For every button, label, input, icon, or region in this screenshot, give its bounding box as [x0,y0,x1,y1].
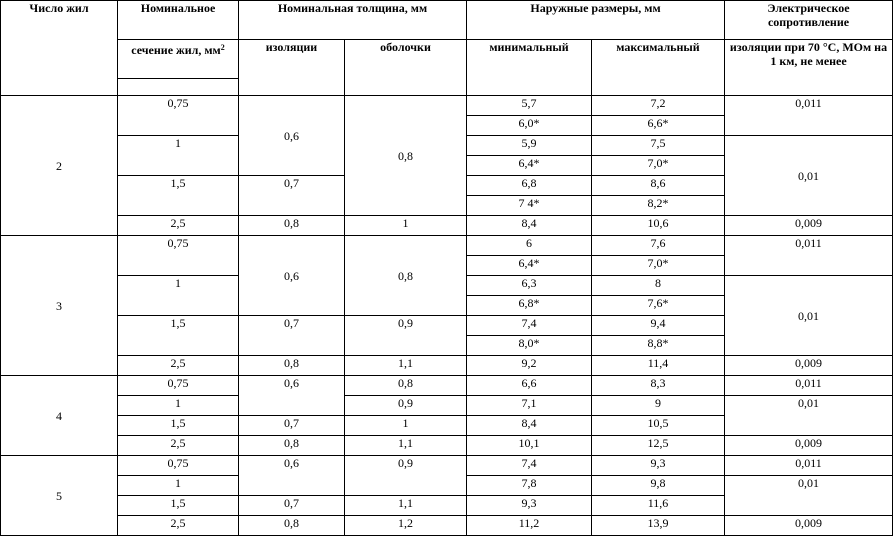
min-cell: 10,1 [467,436,592,456]
section-cell: 2,5 [118,356,239,376]
sheath-cell: 1,2 [345,516,467,536]
cores-cell: 5 [1,456,118,536]
resistance-cell: 0,01 [725,476,893,516]
table-row [1,96,893,116]
section-cell: 1,5 [118,316,239,356]
resistance-cell: 0,009 [725,436,893,456]
header-cores: Число жил [1,1,118,96]
min-cell: 9,3 [467,496,592,516]
resistance-cell: 0,011 [725,376,893,396]
header-outer-dimensions: Наружные размеры, мм [467,1,725,40]
table-row [1,356,893,376]
max-cell: 8 [592,276,725,296]
header-max: максимальный [592,40,725,96]
insulation-cell: 0,7 [239,176,345,216]
header-empty-cell [118,79,239,96]
min-cell: 7,1 [467,396,592,416]
header-cross-section-text: сечение жил, мм [131,43,221,57]
section-cell: 1,5 [118,416,239,436]
sheath-cell: 0,8 [345,376,467,396]
min-cell: 11,2 [467,516,592,536]
min-cell: 5,7 [467,96,592,116]
sheath-cell: 0,9 [345,456,467,496]
header-row-1 [1,1,893,40]
sheath-cell: 1,1 [345,496,467,516]
max-cell: 6,6* [592,116,725,136]
header-nominal: Номинальное [118,1,239,40]
table-row [1,436,893,456]
header-insulation: изоляции [239,40,345,96]
max-cell: 7,0* [592,156,725,176]
section-cell: 1 [118,476,239,496]
section-cell: 1 [118,136,239,176]
header-sheath: оболочки [345,40,467,96]
insulation-cell: 0,8 [239,356,345,376]
max-cell: 9,3 [592,456,725,476]
resistance-cell: 0,011 [725,96,893,136]
insulation-cell: 0,8 [239,436,345,456]
header-cross-section [118,40,239,79]
sheath-cell: 0,8 [345,236,467,316]
max-cell: 11,6 [592,496,725,516]
min-cell: 7,4 [467,316,592,336]
max-cell: 7,6* [592,296,725,316]
max-cell: 8,3 [592,376,725,396]
min-cell: 9,2 [467,356,592,376]
header-cross-section-sup: 2 [220,43,225,52]
min-cell: 5,9 [467,136,592,156]
min-cell: 6,3 [467,276,592,296]
resistance-cell: 0,01 [725,396,893,436]
max-cell: 9 [592,396,725,416]
min-cell: 6,4* [467,256,592,276]
cores-cell: 3 [1,236,118,376]
section-cell: 0,75 [118,376,239,396]
max-cell: 8,2* [592,196,725,216]
insulation-cell: 0,6 [239,96,345,176]
insulation-cell: 0,6 [239,456,345,496]
min-cell: 6,8 [467,176,592,196]
min-cell: 7 4* [467,196,592,216]
resistance-cell: 0,009 [725,356,893,376]
max-cell: 8,6 [592,176,725,196]
table-row [1,236,893,256]
header-resistance-note: изоляции при 70 °С, МОм на 1 км, не менее [725,40,893,96]
max-cell: 11,4 [592,356,725,376]
insulation-cell: 0,8 [239,516,345,536]
table-row [1,396,893,416]
max-cell: 12,5 [592,436,725,456]
insulation-cell: 0,6 [239,236,345,316]
header-resistance: Электрическое сопротивление [725,1,893,40]
min-cell: 8,4 [467,416,592,436]
insulation-cell: 0,7 [239,496,345,516]
table-row [1,216,893,236]
max-cell: 10,6 [592,216,725,236]
header-row-2 [1,40,893,79]
max-cell: 7,0* [592,256,725,276]
max-cell: 7,2 [592,96,725,116]
sheath-cell: 1,1 [345,436,467,456]
insulation-cell: 0,8 [239,216,345,236]
max-cell: 9,8 [592,476,725,496]
min-cell: 6,4* [467,156,592,176]
min-cell: 7,4 [467,456,592,476]
min-cell: 8,4 [467,216,592,236]
max-cell: 7,6 [592,236,725,256]
min-cell: 7,8 [467,476,592,496]
min-cell: 6 [467,236,592,256]
min-cell: 6,8* [467,296,592,316]
header-min: минимальный [467,40,592,96]
min-cell: 8,0* [467,336,592,356]
sheath-cell: 0,9 [345,316,467,356]
section-cell: 1 [118,396,239,416]
insulation-cell: 0,6 [239,376,345,416]
section-cell: 1,5 [118,496,239,516]
section-cell: 2,5 [118,436,239,456]
header-thickness: Номинальная толщина, мм [239,1,467,40]
resistance-cell: 0,009 [725,516,893,536]
section-cell: 2,5 [118,516,239,536]
cores-cell: 4 [1,376,118,456]
table-row [1,516,893,536]
resistance-cell: 0,009 [725,216,893,236]
max-cell: 10,5 [592,416,725,436]
cores-cell: 2 [1,96,118,236]
section-cell: 2,5 [118,216,239,236]
sheath-cell: 0,9 [345,396,467,416]
sheath-cell: 1 [345,416,467,436]
table-row [1,456,893,476]
sheath-cell: 0,8 [345,96,467,216]
insulation-cell: 0,7 [239,416,345,436]
min-cell: 6,6 [467,376,592,396]
insulation-cell: 0,7 [239,316,345,356]
sheath-cell: 1,1 [345,356,467,376]
resistance-cell: 0,011 [725,456,893,476]
section-cell: 0,75 [118,236,239,276]
section-cell: 1 [118,276,239,316]
min-cell: 6,0* [467,116,592,136]
max-cell: 9,4 [592,316,725,336]
table-row [1,376,893,396]
sheath-cell: 1 [345,216,467,236]
max-cell: 7,5 [592,136,725,156]
resistance-cell: 0,01 [725,276,893,356]
max-cell: 8,8* [592,336,725,356]
section-cell: 0,75 [118,96,239,136]
resistance-cell: 0,01 [725,136,893,216]
section-cell: 1,5 [118,176,239,216]
resistance-cell: 0,011 [725,236,893,276]
section-cell: 0,75 [118,456,239,476]
max-cell: 13,9 [592,516,725,536]
